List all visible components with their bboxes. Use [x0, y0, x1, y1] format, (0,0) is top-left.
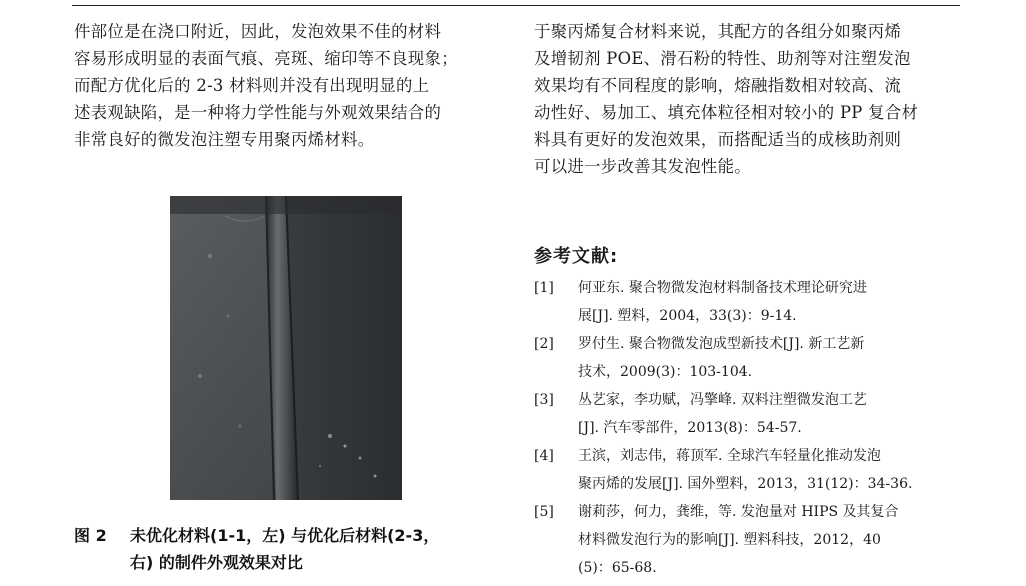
text-line: 容易形成明显的表面气痕、亮斑、缩印等不良现象； — [74, 49, 458, 68]
caption-line: 右) 的制件外观效果对比 — [130, 553, 303, 572]
text-line: 于聚丙烯复合材料来说，其配方的各组分如聚丙烯 — [534, 22, 902, 41]
text-line: 非常良好的微发泡注塑专用聚丙烯材料。 — [74, 130, 375, 149]
figure-photo — [170, 196, 402, 500]
top-rule — [72, 5, 960, 6]
text-line: 效果均有不同程度的影响，熔融指数相对较高、流 — [534, 76, 902, 95]
text-line: 及增韧剂 POE、滑石粉的特性、助剂等对注塑发泡 — [534, 49, 911, 68]
references-title: 参考文献: — [534, 246, 619, 267]
text-line: 而配方优化后的 2-3 材料则并没有出现明显的上 — [74, 76, 430, 95]
reference-text: 何亚东. 聚合物微发泡材料制备技术理论研究进 — [578, 280, 867, 296]
reference-text: 技术，2009(3)：103-104. — [578, 364, 753, 380]
reference-text: [J]. 汽车零部件，2013(8)：54-57. — [578, 420, 802, 436]
reference-text: 谢莉莎，何力，龚维，等. 发泡量对 HIPS 及其复合 — [578, 504, 899, 520]
molded-part-photo — [170, 196, 402, 500]
references-list — [534, 274, 964, 582]
reference-item — [534, 442, 964, 498]
reference-item — [534, 274, 964, 330]
reference-item — [534, 498, 964, 582]
reference-text: 罗付生. 聚合物微发泡成型新技术[J]. 新工艺新 — [578, 336, 865, 352]
right-body-text — [534, 18, 962, 180]
text-line: 件部位是在浇口附近，因此，发泡效果不佳的材料 — [74, 22, 442, 41]
reference-number: [4] — [534, 448, 554, 464]
reference-number: [3] — [534, 392, 554, 408]
reference-number: [2] — [534, 336, 554, 352]
reference-number: [5] — [534, 504, 554, 520]
reference-text: 材料微发泡行为的影响[J]. 塑料科技，2012，40 — [578, 532, 881, 548]
text-line: 述表观缺陷，是一种将力学性能与外观效果结合的 — [74, 103, 442, 122]
reference-item — [534, 330, 964, 386]
reference-text: 王滨，刘志伟，蒋顶军. 全球汽车轻量化推动发泡 — [578, 448, 881, 464]
text-line: 料具有更好的发泡效果，而搭配适当的成核助剂则 — [534, 130, 902, 149]
text-line: 动性好、易加工、填充体粒径相对较小的 PP 复合材 — [534, 103, 919, 122]
caption-line: 未优化材料(1-1，左) 与优化后材料(2-3， — [130, 526, 440, 545]
reference-text: 展[J]. 塑料，2004，33(3)：9-14. — [578, 308, 797, 324]
reference-number: [1] — [534, 280, 554, 296]
reference-text: 丛艺家，李功赋，冯擎峰. 双料注塑微发泡工艺 — [578, 392, 867, 408]
figure-label: 图 2 — [74, 526, 107, 545]
text-line: 可以进一步改善其发泡性能。 — [534, 157, 751, 176]
reference-text: 聚丙烯的发展[J]. 国外塑料，2013，31(12)：34-36. — [578, 476, 913, 492]
left-body-text — [74, 18, 502, 153]
reference-item — [534, 386, 964, 442]
reference-text: (5)：65-68. — [578, 560, 657, 576]
